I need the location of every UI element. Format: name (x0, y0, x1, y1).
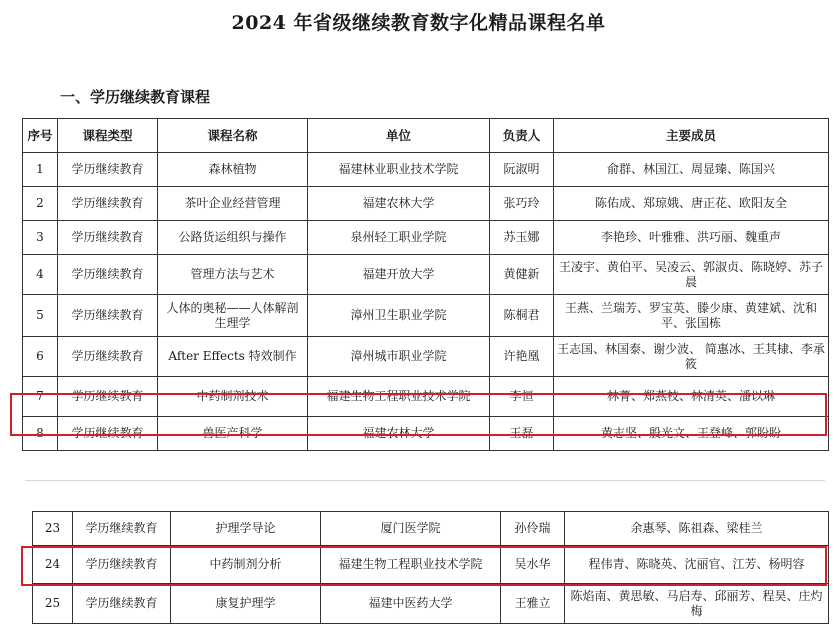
page-break-divider (25, 480, 825, 481)
course-table-bottom (32, 511, 829, 624)
cell-name: 公路货运组织与操作 (158, 221, 308, 255)
cell-lead: 黄健新 (490, 255, 554, 295)
cell-no: 1 (23, 153, 58, 187)
table-row (23, 153, 829, 187)
cell-members: 黄志坚、殷光文、王登峰、郭盼盼 (554, 417, 829, 451)
cell-no: 6 (23, 337, 58, 377)
cell-unit: 漳州卫生职业学院 (308, 295, 490, 337)
cell-unit: 福建林业职业技术学院 (308, 153, 490, 187)
cell-lead: 许艳凰 (490, 337, 554, 377)
cell-no: 23 (33, 512, 73, 546)
cell-no: 25 (33, 584, 73, 624)
cell-lead: 孙伶瑞 (501, 512, 565, 546)
cell-members: 程伟青、陈晓英、沈丽官、江芳、杨明容 (565, 546, 829, 584)
cell-members: 陈焰南、黄思敏、马启寿、邱丽芳、程昊、庄灼梅 (565, 584, 829, 624)
cell-lead: 张巧玲 (490, 187, 554, 221)
cell-lead: 陈桐君 (490, 295, 554, 337)
section-title: 一、学历继续教育课程 (60, 88, 211, 106)
cell-type: 学历继续教育 (58, 187, 158, 221)
cell-type: 学历继续教育 (58, 153, 158, 187)
cell-type: 学历继续教育 (73, 512, 171, 546)
cell-unit: 福建农林大学 (308, 417, 490, 451)
cell-unit: 福建生物工程职业技术学院 (321, 546, 501, 584)
cell-no: 3 (23, 221, 58, 255)
cell-lead: 李恒 (490, 377, 554, 417)
header-unit: 单位 (308, 119, 490, 153)
cell-type: 学历继续教育 (58, 377, 158, 417)
header-members: 主要成员 (554, 119, 829, 153)
cell-name: 兽医产科学 (158, 417, 308, 451)
cell-no: 8 (23, 417, 58, 451)
cell-members: 林菁、郑燕枝、林清英、潘以琳 (554, 377, 829, 417)
cell-no: 5 (23, 295, 58, 337)
cell-members: 俞群、林国江、周显臻、陈国兴 (554, 153, 829, 187)
table-row (23, 255, 829, 295)
cell-lead: 吴水华 (501, 546, 565, 584)
cell-members: 王志国、林国泰、谢少波、 简惠冰、王其棣、李承筱 (554, 337, 829, 377)
cell-type: 学历继续教育 (58, 295, 158, 337)
cell-name: 中药制剂分析 (171, 546, 321, 584)
header-name: 课程名称 (158, 119, 308, 153)
cell-members: 余惠琴、陈祖森、梁桂兰 (565, 512, 829, 546)
table-row (23, 377, 829, 417)
cell-no: 4 (23, 255, 58, 295)
cell-unit: 厦门医学院 (321, 512, 501, 546)
cell-name: 人体的奥秘——人体解剖生理学 (158, 295, 308, 337)
header-lead: 负责人 (490, 119, 554, 153)
page-title: 2024 年省级继续教育数字化精品课程名单 (231, 12, 606, 34)
cell-lead: 王磊 (490, 417, 554, 451)
course-table-top (22, 118, 829, 451)
cell-name: After Effects 特效制作 (158, 337, 308, 377)
cell-type: 学历继续教育 (73, 546, 171, 584)
table-row (33, 584, 829, 624)
table-row (23, 337, 829, 377)
cell-lead: 阮淑明 (490, 153, 554, 187)
table-header-row (23, 119, 829, 153)
cell-name: 管理方法与艺术 (158, 255, 308, 295)
table-row (23, 187, 829, 221)
cell-type: 学历继续教育 (58, 255, 158, 295)
cell-no: 2 (23, 187, 58, 221)
cell-no: 7 (23, 377, 58, 417)
cell-name: 护理学导论 (171, 512, 321, 546)
cell-type: 学历继续教育 (58, 337, 158, 377)
cell-members: 王凌宇、黄伯平、吴凌云、郭淑贞、陈晓婷、苏子晨 (554, 255, 829, 295)
cell-unit: 福建生物工程职业技术学院 (308, 377, 490, 417)
cell-type: 学历继续教育 (58, 221, 158, 255)
table-row (23, 221, 829, 255)
header-no: 序号 (23, 119, 58, 153)
cell-unit: 福建农林大学 (308, 187, 490, 221)
cell-unit: 漳州城市职业学院 (308, 337, 490, 377)
cell-name: 中药制剂技术 (158, 377, 308, 417)
cell-type: 学历继续教育 (58, 417, 158, 451)
cell-unit: 福建开放大学 (308, 255, 490, 295)
cell-lead: 王雅立 (501, 584, 565, 624)
table-row (23, 295, 829, 337)
cell-unit: 泉州轻工职业学院 (308, 221, 490, 255)
cell-type: 学历继续教育 (73, 584, 171, 624)
cell-name: 康复护理学 (171, 584, 321, 624)
cell-name: 茶叶企业经营管理 (158, 187, 308, 221)
cell-members: 李艳珍、叶雅雅、洪巧丽、魏重声 (554, 221, 829, 255)
table-row (33, 512, 829, 546)
cell-lead: 苏玉娜 (490, 221, 554, 255)
table-row (33, 546, 829, 584)
cell-members: 陈佑成、郑琼娥、唐正花、欧阳友全 (554, 187, 829, 221)
cell-no: 24 (33, 546, 73, 584)
table-row (23, 417, 829, 451)
cell-name: 森林植物 (158, 153, 308, 187)
header-type: 课程类型 (58, 119, 158, 153)
cell-members: 王燕、兰瑞芳、罗宝英、滕少康、黄建斌、沈和平、张国栋 (554, 295, 829, 337)
cell-unit: 福建中医药大学 (321, 584, 501, 624)
